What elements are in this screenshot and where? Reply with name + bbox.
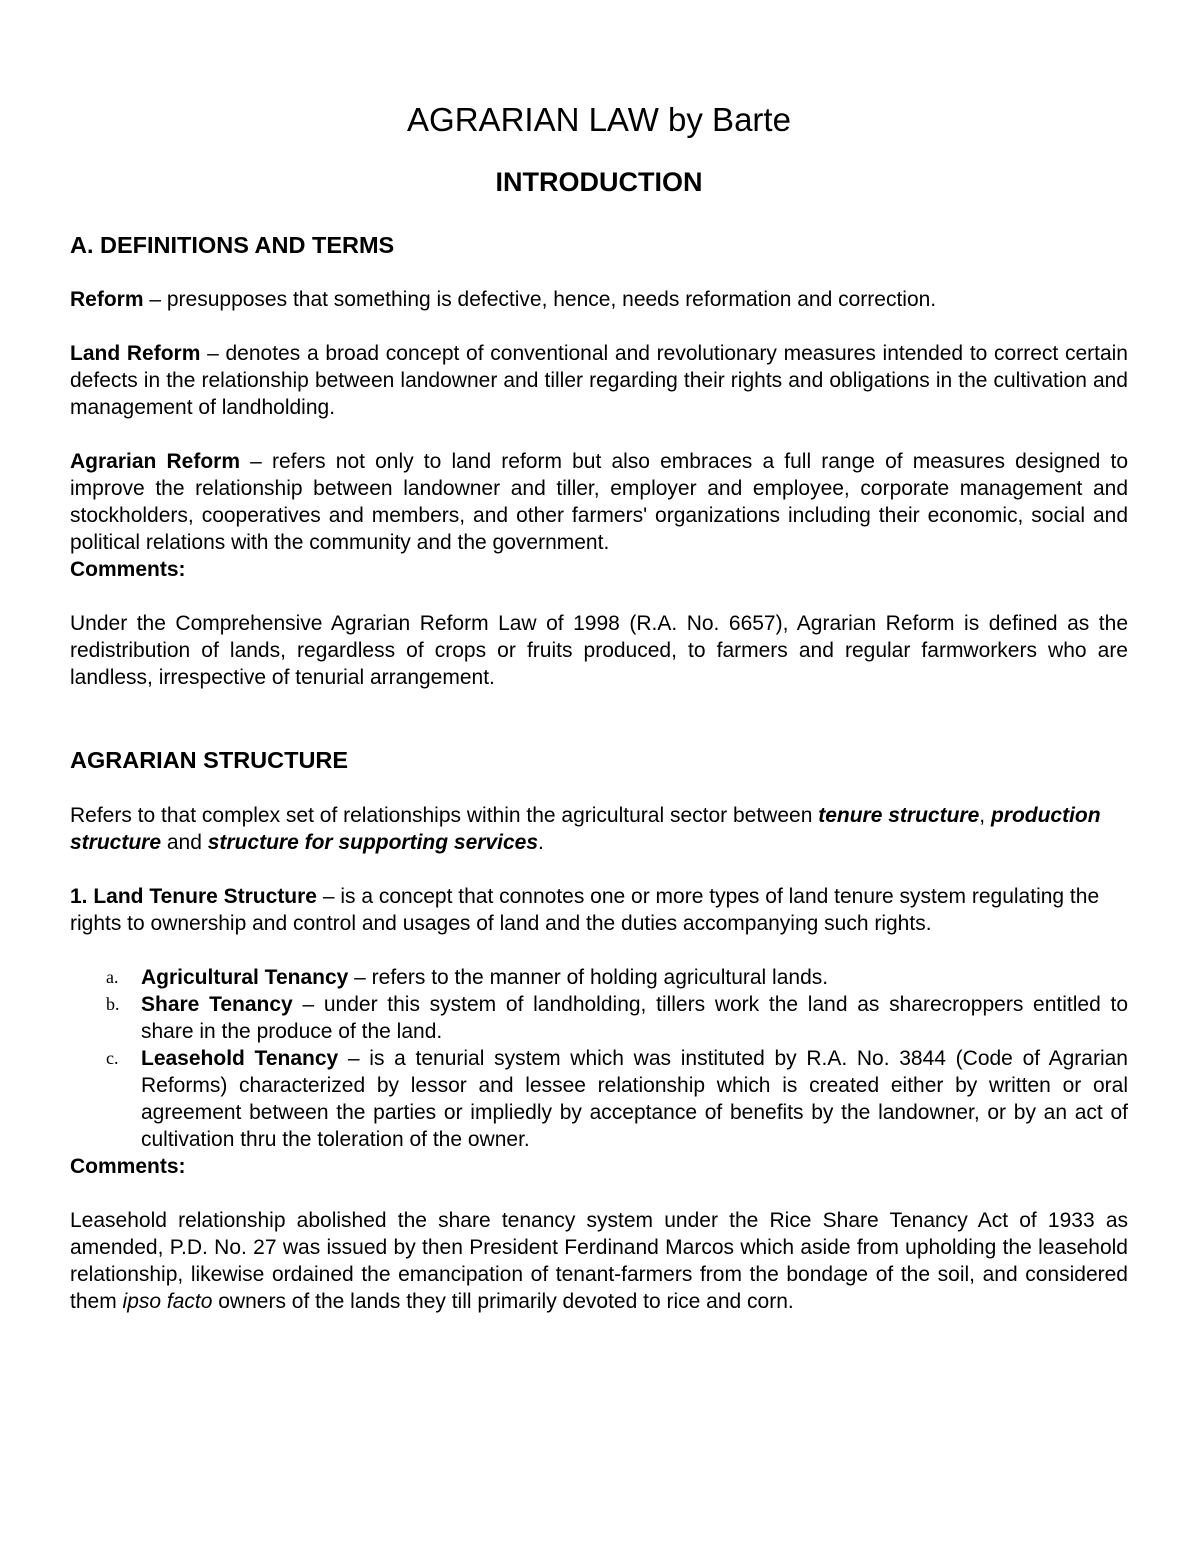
comments-label-definitions: Comments: xyxy=(70,558,186,581)
agrarian-structure-heading: AGRARIAN STRUCTURE xyxy=(70,747,349,773)
term-land-reform: Land Reform xyxy=(70,342,201,365)
list-marker: a. xyxy=(106,967,119,987)
term-agrarian-reform: Agrarian Reform xyxy=(70,450,241,473)
land-tenure-structure-text: – is a concept that connotes one or more types of land tenure system regulating the rights to ownership and control and usages of land and the duties accompanying such rights. xyxy=(70,885,1100,935)
definitions-heading: A. DEFINITIONS AND TERMS xyxy=(70,232,395,258)
term-leasehold-tenancy: Leasehold Tenancy xyxy=(141,1047,339,1070)
intro-production-structure: production structure xyxy=(70,804,1101,854)
definition-land-reform-text: – denotes a broad concept of conventional and revolutionary measures intended to correct certain defects in the relationship between landowner and tiller regarding their rights and obligations in the cultivation and management of landholding. xyxy=(70,342,1128,419)
intro-before: Refers to that complex set of relationships within the agricultural sector between xyxy=(70,804,819,827)
list-item xyxy=(70,991,1128,1045)
comments-text-structure xyxy=(70,1207,1128,1315)
definition-reform-text: – presupposes that something is defective, hence, needs reformation and correction. xyxy=(143,288,937,311)
intro-comma: , xyxy=(979,804,991,827)
list-marker: c. xyxy=(106,1048,119,1068)
definition-land-reform xyxy=(70,340,1128,421)
definition-agrarian-reform-text: – refers not only to land reform but also embraces a full range of measures designed to improve the relationship between landowner and tiller, employer and employee, corporate management and stockholders, cooperatives and members, and other farmers' organizations including their economic, social and political relations with the community and the government. xyxy=(70,450,1129,554)
intro-end: . xyxy=(538,831,544,854)
tenancy-list xyxy=(70,964,1128,1153)
term-reform: Reform xyxy=(70,288,144,311)
definition-agrarian-reform xyxy=(70,448,1128,556)
comments-label-structure: Comments: xyxy=(70,1155,186,1178)
list-item-text: – is a tenurial system which was instituted by R.A. No. 3844 (Code of Agrarian Reforms) characterized by lessor and lessee relationship which is created either by written or oral agreement between the parties or impliedly by acceptance of benefits by the landowner, or by an act of cultivation thru the toleration of the owner. xyxy=(141,1047,1128,1151)
intro-supporting-services: structure for supporting services xyxy=(207,831,538,854)
agrarian-structure-intro xyxy=(70,802,1128,856)
list-item xyxy=(70,964,1128,991)
comments-structure-before: Leasehold relationship abolished the share tenancy system under the Rice Share Tenancy Act of 1933 as amended, P.D. No. 27 was issued by then President Ferdinand Marcos which aside from upholding the leasehold relationship, likewise ordained the emancipation of tenant-farmers from the bondage of the soil, and considered them xyxy=(70,1209,1128,1313)
document-subtitle: INTRODUCTION xyxy=(495,167,703,197)
intro-and: and xyxy=(161,831,208,854)
comments-structure-after: owners of the lands they till primarily devoted to rice and corn. xyxy=(212,1290,794,1313)
list-marker: b. xyxy=(106,994,120,1014)
list-item xyxy=(70,1045,1128,1153)
term-agricultural-tenancy: Agricultural Tenancy xyxy=(141,966,349,989)
definition-reform xyxy=(70,286,1128,313)
document-page xyxy=(70,98,1128,1315)
comments-structure-italic: ipso facto xyxy=(122,1290,213,1313)
list-item-text: – under this system of landholding, tillers work the land as sharecroppers entitled to share in the produce of the land. xyxy=(141,993,1129,1043)
intro-tenure-structure: tenure structure xyxy=(818,804,980,827)
land-tenure-structure xyxy=(70,883,1128,937)
term-share-tenancy: Share Tenancy xyxy=(141,993,293,1016)
term-land-tenure-structure: 1. Land Tenure Structure xyxy=(70,885,317,908)
document-title: AGRARIAN LAW by Barte xyxy=(407,101,791,138)
list-item-text: – refers to the manner of holding agricultural lands. xyxy=(348,966,829,989)
comments-text-definitions: Under the Comprehensive Agrarian Reform Law of 1998 (R.A. No. 6657), Agrarian Reform is defined as the redistribution of lands, regardless of crops or fruits produced, to farmers and regular farmworkers who are landless, irrespective of tenurial arrangement. xyxy=(70,612,1128,689)
